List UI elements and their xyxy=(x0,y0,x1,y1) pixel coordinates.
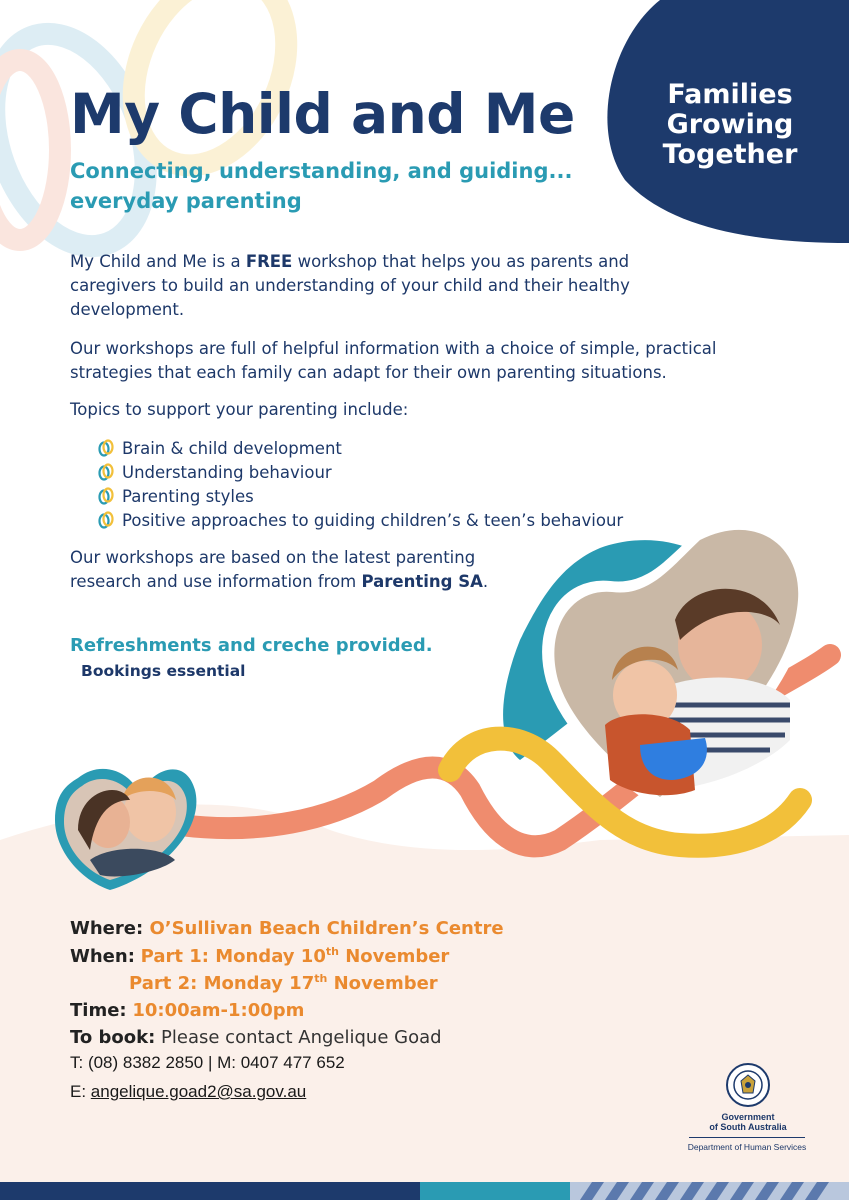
department-name: Department of Human Services xyxy=(687,1142,807,1152)
topic-label: Understanding behaviour xyxy=(122,462,332,482)
time-label: Time: xyxy=(70,1000,127,1021)
when-part-2-sup: th xyxy=(314,972,328,985)
intro-paragraph-1 xyxy=(70,250,670,322)
where-value: O’Sullivan Beach Children’s Centre xyxy=(149,918,504,939)
gov-line-1: Government xyxy=(721,1112,775,1122)
logo-divider xyxy=(689,1137,805,1138)
intro-text-a: My Child and Me is a xyxy=(70,252,246,271)
government-logo-text xyxy=(686,1112,810,1132)
topic-label: Parenting styles xyxy=(122,486,254,506)
interlocking-rings-icon xyxy=(96,438,116,458)
refreshments-note: Refreshments and creche provided. xyxy=(70,635,433,656)
research-period: . xyxy=(482,572,489,591)
where-separator: : xyxy=(135,918,150,939)
interlocking-rings-icon xyxy=(96,486,116,506)
research-paragraph xyxy=(70,546,510,594)
time-row xyxy=(70,1000,304,1021)
intro-paragraph-2: Our workshops are full of helpful information with a choice of simple, practical strategies that each family can adapt for their own parenting situations. xyxy=(70,339,717,382)
book-label: To book: xyxy=(70,1027,156,1048)
list-item xyxy=(96,484,623,508)
intro-free-emphasis: FREE xyxy=(245,252,293,271)
book-row xyxy=(70,1027,442,1048)
page-subtitle xyxy=(70,156,630,216)
brand-logo-text xyxy=(650,80,810,170)
brand-line-2: Growing xyxy=(666,109,794,140)
government-crest-icon xyxy=(727,1064,769,1106)
topic-label: Brain & child development xyxy=(122,438,342,458)
when-part-2-a: Part 2: Monday 17 xyxy=(129,973,315,994)
when-label: When: xyxy=(70,946,135,967)
bookings-note: Bookings essential xyxy=(81,662,246,680)
intro-text-b: workshop that helps you as parents and caregivers to build an understanding of your child and their healthy development. xyxy=(70,252,630,319)
when-row-2 xyxy=(129,972,438,994)
when-part-1-a: Part 1: Monday 10 xyxy=(140,946,326,967)
subtitle-line-2: everyday parenting xyxy=(70,189,302,213)
when-row xyxy=(70,945,449,967)
where-row xyxy=(70,918,504,939)
page-title: My Child and Me xyxy=(70,82,575,146)
topic-label: Positive approaches to guiding children’s & teen’s behaviour xyxy=(122,510,624,530)
research-text: Our workshops are based on the latest parenting research and use information from xyxy=(70,548,476,591)
time-value: 10:00am-1:00pm xyxy=(132,1000,305,1021)
when-part-2-b: November xyxy=(327,973,438,994)
email-line xyxy=(70,1082,306,1102)
when-part-1-b: November xyxy=(338,946,450,967)
subtitle-line-1: Connecting, understanding, and guiding... xyxy=(70,159,573,183)
list-item xyxy=(96,460,623,484)
list-item xyxy=(96,508,623,532)
brand-line-3: Together xyxy=(662,139,798,170)
email-label: E: xyxy=(70,1082,91,1101)
when-part-1-sup: th xyxy=(325,945,339,958)
list-item xyxy=(96,436,623,460)
parenting-sa-emphasis: Parenting SA xyxy=(361,572,483,591)
interlocking-rings-icon xyxy=(96,510,116,530)
email-link[interactable]: angelique.goad2@sa.gov.au xyxy=(90,1082,307,1101)
phone-line: T: (08) 8382 2850 | M: 0407 477 652 xyxy=(70,1053,345,1072)
gov-line-2: of South Australia xyxy=(709,1122,787,1132)
footer-bar-teal xyxy=(420,1182,570,1200)
topics-list xyxy=(96,436,623,532)
topics-heading: Topics to support your parenting include: xyxy=(70,400,409,419)
footer-bar-navy xyxy=(0,1182,420,1200)
interlocking-rings-icon xyxy=(96,462,116,482)
where-label: Where xyxy=(70,918,136,939)
book-value: Please contact Angelique Goad xyxy=(161,1027,442,1048)
brand-line-1: Families xyxy=(667,79,793,110)
